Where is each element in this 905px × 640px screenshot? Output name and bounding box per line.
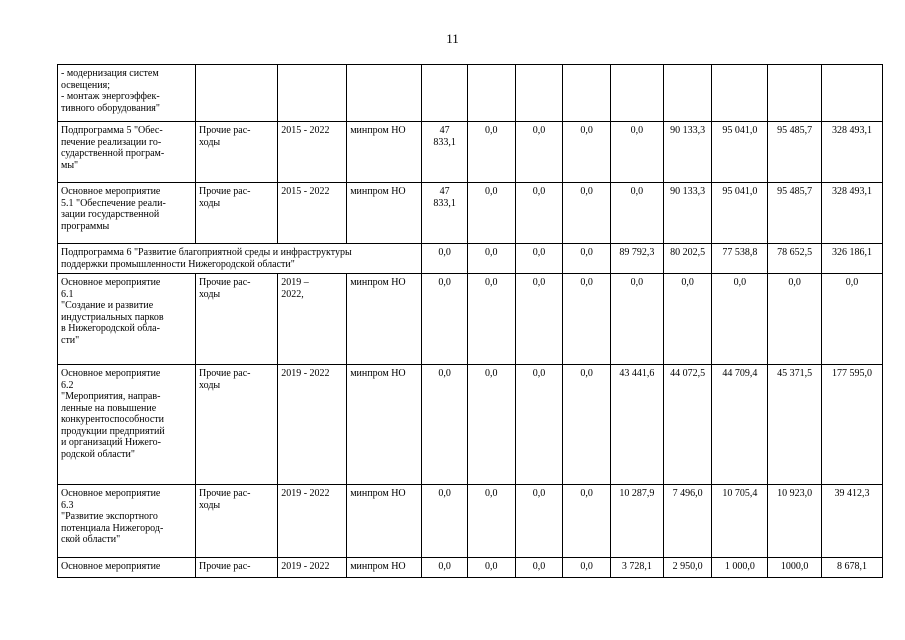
table-row <box>58 558 883 578</box>
period-cell: 2015 - 2022 <box>278 183 347 244</box>
executor-cell: минпром НО <box>347 365 422 485</box>
value-cell: 0,0 <box>515 485 563 558</box>
value-cell: 0,0 <box>663 274 712 365</box>
value-cell: 43 441,6 <box>610 365 663 485</box>
value-cell: 90 133,3 <box>663 122 712 183</box>
value-cell: 89 792,3 <box>610 244 663 274</box>
value-cell: 7 496,0 <box>663 485 712 558</box>
expense-type-cell: Прочие рас- ходы <box>196 365 278 485</box>
value-cell: 0,0 <box>422 485 468 558</box>
value-cell: 0,0 <box>515 244 563 274</box>
value-cell: 0,0 <box>610 183 663 244</box>
value-cell: 0,0 <box>610 274 663 365</box>
value-cell: 0,0 <box>467 183 515 244</box>
value-cell: 80 202,5 <box>663 244 712 274</box>
executor-cell: минпром НО <box>347 274 422 365</box>
executor-cell: минпром НО <box>347 558 422 578</box>
value-cell: 47 833,1 <box>422 183 468 244</box>
value-cell: 10 923,0 <box>768 485 822 558</box>
executor-cell: минпром НО <box>347 183 422 244</box>
value-cell: 0,0 <box>422 274 468 365</box>
table-row <box>58 244 883 274</box>
period-cell: 2015 - 2022 <box>278 122 347 183</box>
value-cell: 0,0 <box>563 183 611 244</box>
table-row <box>58 122 883 183</box>
table-row <box>58 485 883 558</box>
period-cell: 2019 – 2022, <box>278 274 347 365</box>
expense-type-cell: Прочие рас- ходы <box>196 122 278 183</box>
value-cell: 10 287,9 <box>610 485 663 558</box>
period-cell: 2019 - 2022 <box>278 485 347 558</box>
value-cell: 1000,0 <box>768 558 822 578</box>
value-cell: 44 072,5 <box>663 365 712 485</box>
value-cell: 0,0 <box>563 485 611 558</box>
description-cell: Основное мероприятие 6.1 "Создание и развитие индустриальных парков в Нижегородской обла- сти" <box>58 274 196 365</box>
subprogram-title-cell: Подпрограмма 6 "Развитие благоприятной среды и инфраструктуры поддержки промышленности Нижегородской области" <box>58 244 422 274</box>
executor-cell: минпром НО <box>347 485 422 558</box>
value-cell: 0,0 <box>467 122 515 183</box>
value-cell: 10 705,4 <box>712 485 768 558</box>
cell <box>467 65 515 122</box>
value-cell: 0,0 <box>563 274 611 365</box>
cell <box>196 65 278 122</box>
value-cell: 0,0 <box>515 558 563 578</box>
value-cell: 0,0 <box>712 274 768 365</box>
value-cell: 0,0 <box>563 244 611 274</box>
value-cell: 47 833,1 <box>422 122 468 183</box>
value-cell: 0,0 <box>422 244 468 274</box>
value-cell: 0,0 <box>515 274 563 365</box>
cell <box>422 65 468 122</box>
total-cell: 328 493,1 <box>822 122 883 183</box>
description-cell: Основное мероприятие 6.3 "Развитие экспортного потенциала Нижегород- ской области" <box>58 485 196 558</box>
expense-type-cell: Прочие рас- ходы <box>196 183 278 244</box>
budget-table <box>57 64 883 578</box>
value-cell: 77 538,8 <box>712 244 768 274</box>
value-cell: 45 371,5 <box>768 365 822 485</box>
total-cell: 0,0 <box>822 274 883 365</box>
value-cell: 1 000,0 <box>712 558 768 578</box>
table-row <box>58 183 883 244</box>
value-cell: 0,0 <box>467 558 515 578</box>
value-cell: 0,0 <box>467 485 515 558</box>
value-cell: 44 709,4 <box>712 365 768 485</box>
value-cell: 95 041,0 <box>712 122 768 183</box>
value-cell: 0,0 <box>422 558 468 578</box>
expense-type-cell: Прочие рас- ходы <box>196 485 278 558</box>
period-cell: 2019 - 2022 <box>278 365 347 485</box>
value-cell: 95 485,7 <box>768 183 822 244</box>
description-cell: Основное мероприятие <box>58 558 196 578</box>
description-cell: Основное мероприятие 6.2 "Мероприятия, направ- ленные на повышение конкурентоспособности продукции предприятий и организаций Нижего- родской области" <box>58 365 196 485</box>
cell <box>610 65 663 122</box>
value-cell: 0,0 <box>515 365 563 485</box>
description-cell: Подпрограмма 5 "Обес- печение реализации го- сударственной програм- мы" <box>58 122 196 183</box>
value-cell: 0,0 <box>563 365 611 485</box>
value-cell: 0,0 <box>563 122 611 183</box>
description-cell: Основное мероприятие 5.1 "Обеспечение реали- зации государственной программы <box>58 183 196 244</box>
value-cell: 0,0 <box>515 122 563 183</box>
value-cell: 0,0 <box>563 558 611 578</box>
value-cell: 0,0 <box>467 365 515 485</box>
cell <box>822 65 883 122</box>
value-cell: 0,0 <box>515 183 563 244</box>
page-number: 11 <box>446 31 459 46</box>
total-cell: 177 595,0 <box>822 365 883 485</box>
total-cell: 326 186,1 <box>822 244 883 274</box>
executor-cell: минпром НО <box>347 122 422 183</box>
total-cell: 8 678,1 <box>822 558 883 578</box>
value-cell: 78 652,5 <box>768 244 822 274</box>
cell <box>347 65 422 122</box>
value-cell: 2 950,0 <box>663 558 712 578</box>
value-cell: 0,0 <box>467 244 515 274</box>
value-cell: 0,0 <box>467 274 515 365</box>
expense-type-cell: Прочие рас- ходы <box>196 274 278 365</box>
table-row <box>58 274 883 365</box>
value-cell: 3 728,1 <box>610 558 663 578</box>
total-cell: 328 493,1 <box>822 183 883 244</box>
value-cell: 90 133,3 <box>663 183 712 244</box>
value-cell: 0,0 <box>422 365 468 485</box>
cell <box>278 65 347 122</box>
cell <box>768 65 822 122</box>
cell <box>663 65 712 122</box>
total-cell: 39 412,3 <box>822 485 883 558</box>
cell <box>515 65 563 122</box>
description-cell: - модернизация систем освещения; - монтаж энергоэффек- тивного оборудования" <box>58 65 196 122</box>
expense-type-cell: Прочие рас- <box>196 558 278 578</box>
value-cell: 95 485,7 <box>768 122 822 183</box>
cell <box>563 65 611 122</box>
value-cell: 95 041,0 <box>712 183 768 244</box>
table-row <box>58 65 883 122</box>
cell <box>712 65 768 122</box>
table-row <box>58 365 883 485</box>
period-cell: 2019 - 2022 <box>278 558 347 578</box>
value-cell: 0,0 <box>768 274 822 365</box>
value-cell: 0,0 <box>610 122 663 183</box>
